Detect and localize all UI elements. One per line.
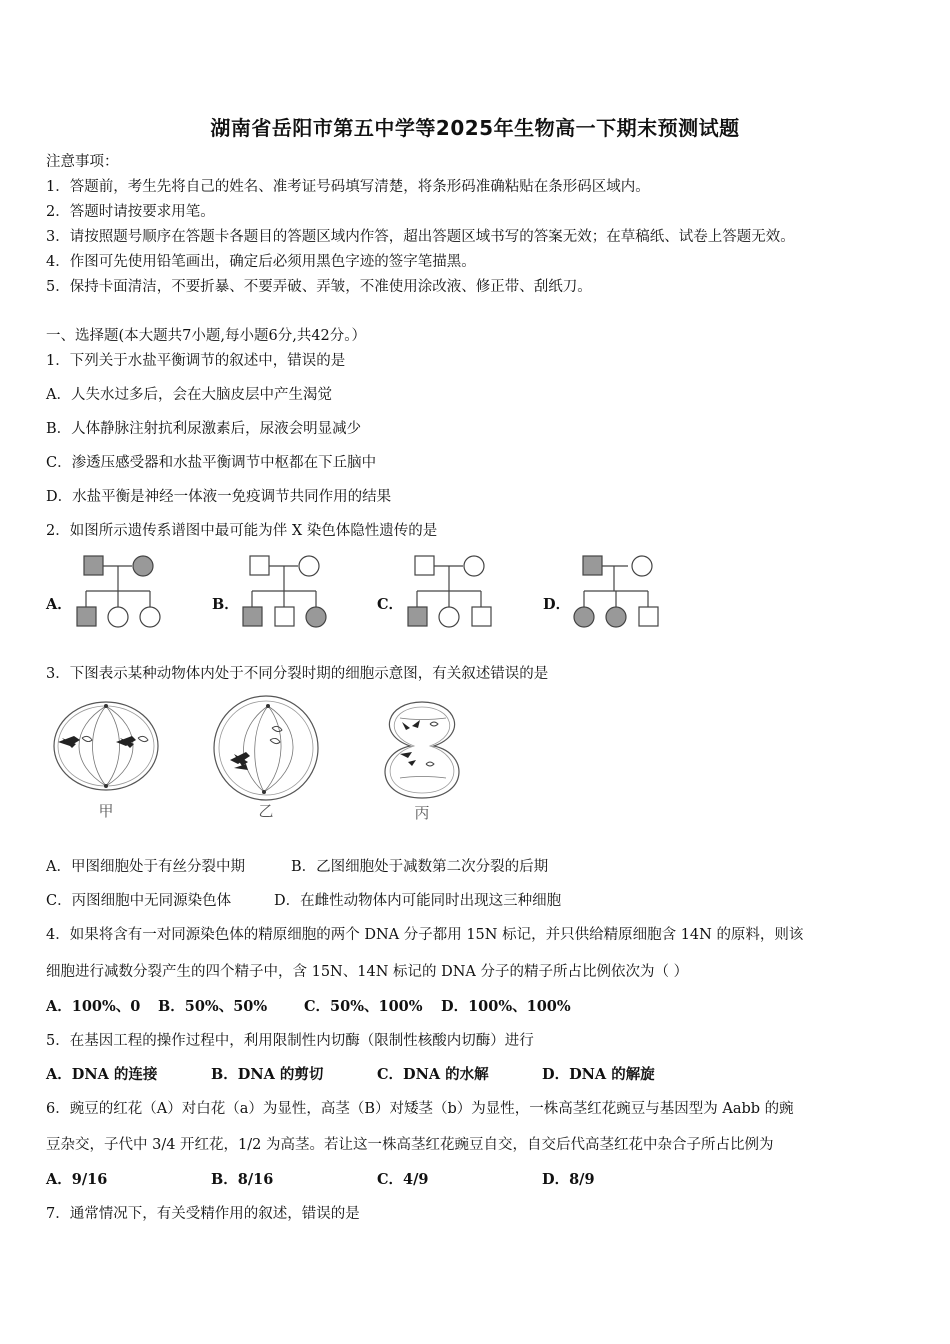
son-normal — [472, 607, 491, 626]
question-4-option-c: C．50%、100% — [304, 998, 423, 1015]
pedigree-b-label: B． — [212, 596, 239, 613]
cell-yi-diagram — [206, 698, 326, 828]
question-1-option-c: C．渗透压感受器和水盐平衡调节中枢都在下丘脑中 — [46, 455, 377, 471]
daughter-affected — [606, 607, 626, 627]
father-affected — [583, 556, 602, 575]
question-5-option-c: C．DNA 的水解 — [377, 1066, 489, 1083]
question-7-stem: 7．通常情况下，有关受精作用的叙述，错误的是 — [46, 1206, 360, 1222]
question-1-stem: 1．下列关于水盐平衡调节的叙述中，错误的是 — [46, 353, 346, 369]
pedigree-b — [240, 553, 330, 631]
cell-bing-diagram — [372, 698, 472, 828]
page-title: 湖南省岳阳市第五中学等2025年生物高一下期末预测试题 — [210, 116, 740, 140]
mother-normal — [464, 556, 484, 576]
mother-normal — [299, 556, 319, 576]
question-4-options — [46, 997, 906, 1017]
pedigree-c — [405, 553, 495, 631]
cell-caption: 乙 — [258, 802, 274, 820]
question-1-option-b: B．人体静脉注射抗利尿激素后，尿液会明显减少 — [46, 421, 362, 437]
daughter-normal — [108, 607, 128, 627]
son-normal — [275, 607, 294, 626]
question-6-stem-line-1: 6．豌豆的红花（A）对白花（a）为显性，高茎（B）对矮茎（b）为显性，一株高茎红花豌豆与基因型为 Aabb 的豌 — [46, 1101, 794, 1117]
question-3-options-row-2 — [46, 891, 906, 911]
mother-affected — [133, 556, 153, 576]
section-heading: 一、选择题(本大题共7小题,每小题6分,共42分。） — [46, 328, 367, 344]
notice-item: 2．答题时请按要求用笔。 — [46, 204, 215, 220]
mother-normal — [632, 556, 652, 576]
question-3-stem: 3．下图表示某种动物体内处于不同分裂时期的细胞示意图，有关叙述错误的是 — [46, 666, 549, 682]
question-5-stem: 5．在基因工程的操作过程中，利用限制性内切酶（限制性核酸内切酶）进行 — [46, 1033, 534, 1049]
pedigree-d — [570, 553, 660, 631]
cell-caption: 丙 — [414, 804, 430, 822]
question-4-stem-line-1: 4．如果将含有一对同源染色体的精原细胞的两个 DNA 分子都用 15N 标记，并只供给精原细胞含 14N 的原料，则该 — [46, 927, 804, 943]
pedigree-a — [74, 553, 164, 631]
question-3-option-b: B．乙图细胞处于减数第二次分裂的后期 — [291, 859, 549, 875]
notice-item: 4．作图可先使用铅笔画出，确定后必须用黑色字迹的签字笔描黑。 — [46, 254, 476, 270]
question-5-option-d: D．DNA 的解旋 — [542, 1066, 655, 1083]
son-affected — [243, 607, 262, 626]
notice-item: 1．答题前，考生先将自己的姓名、准考证号码填写清楚，将条形码准确粘贴在条形码区域内。 — [46, 179, 650, 195]
father-normal — [415, 556, 434, 575]
daughter-normal — [140, 607, 160, 627]
question-6-option-d: D．8/9 — [542, 1171, 595, 1188]
question-5-options — [46, 1065, 906, 1085]
notice-item: 3．请按照题号顺序在答题卡各题目的答题区域内作答，超出答题区域书写的答案无效；在草稿纸、试卷上答题无效。 — [46, 229, 795, 245]
question-5-option-a: A．DNA 的连接 — [46, 1066, 158, 1083]
question-4-option-b: B．50%、50% — [158, 998, 268, 1015]
pedigree-a-label: A． — [46, 596, 72, 613]
question-6-option-b: B．8/16 — [211, 1171, 274, 1188]
question-6-stem-line-2: 豆杂交，子代中 3/4 开红花，1/2 为高茎。若让这一株高茎红花豌豆自交，自交后代高茎红花中杂合子所占比例为 — [46, 1137, 774, 1153]
question-1-option-d: D．水盐平衡是神经一体液一免疫调节共同作用的结果 — [46, 489, 392, 505]
son-affected — [408, 607, 427, 626]
pedigree-c-label: C． — [377, 596, 404, 613]
son-affected — [77, 607, 96, 626]
daughter-affected — [574, 607, 594, 627]
question-4-stem-line-2: 细胞进行减数分裂产生的四个精子中，含 15N、14N 标记的 DNA 分子的精子所占比例依次为（ ） — [46, 964, 689, 980]
question-2-stem: 2．如图所示遗传系谱图中最可能为伴 X 染色体隐性遗传的是 — [46, 523, 438, 539]
question-6-options — [46, 1170, 906, 1190]
notice-item: 5．保持卡面清洁，不要折暴、不要弄破、弄皱，不准使用涂改液、修正带、刮纸刀。 — [46, 279, 592, 295]
question-5-option-b: B．DNA 的剪切 — [211, 1066, 324, 1083]
notice-heading: 注意事项： — [46, 154, 119, 170]
father-normal — [250, 556, 269, 575]
question-3-option-c: C．丙图细胞中无同源染色体 — [46, 893, 232, 909]
father-affected — [84, 556, 103, 575]
daughter-normal — [439, 607, 459, 627]
son-normal — [639, 607, 658, 626]
question-6-option-c: C．4/9 — [377, 1171, 429, 1188]
cell-jia-diagram — [50, 698, 165, 828]
pedigree-d-label: D． — [543, 596, 571, 613]
question-4-option-d: D．100%、100% — [441, 998, 571, 1015]
question-6-option-a: A．9/16 — [46, 1171, 108, 1188]
question-3-option-a: A．甲图细胞处于有丝分裂中期 — [46, 859, 245, 875]
cell-caption: 甲 — [98, 802, 114, 820]
daughter-affected — [306, 607, 326, 627]
question-1-option-a: A．人失水过多后，会在大脑皮层中产生渴觉 — [46, 387, 332, 403]
question-4-option-a: A．100%、0 — [46, 998, 141, 1015]
question-3-option-d: D．在雌性动物体内可能同时出现这三种细胞 — [274, 893, 562, 909]
question-3-options-row-1 — [46, 857, 906, 877]
